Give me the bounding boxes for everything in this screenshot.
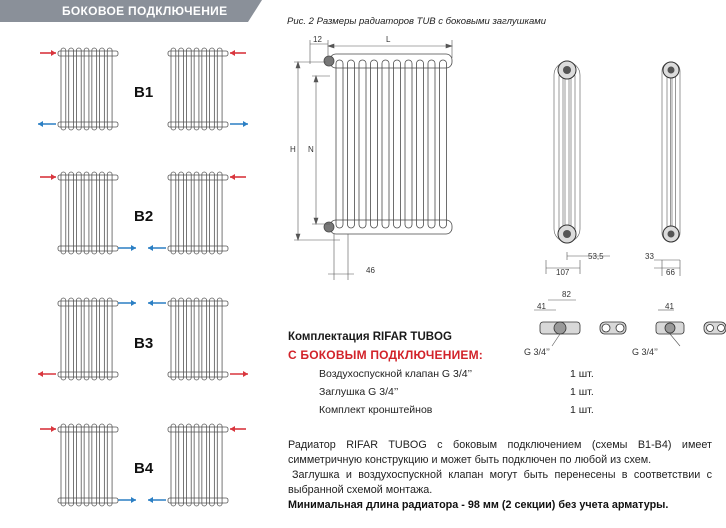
kit-item-name: Комплект кронштейнов	[319, 404, 433, 416]
arrowhead-icon	[230, 174, 235, 180]
radiator-tube	[348, 60, 355, 228]
section-title: БОКОВОЕ ПОДКЛЮЧЕНИЕ	[62, 4, 228, 18]
radiator-icon	[168, 48, 228, 130]
dim-l: L	[386, 35, 391, 44]
figure-caption: Рис. 2 Размеры радиаторов TUB с боковыми заглушками	[287, 16, 547, 27]
arrowhead-icon	[243, 371, 248, 377]
radiator-icon	[168, 172, 228, 254]
description-note: Минимальная длина радиатора - 98 мм (2 секции) без учета арматуры.	[288, 499, 669, 511]
dimension-drawing	[270, 24, 726, 324]
arrowhead-icon	[38, 371, 43, 377]
radiator-tube	[371, 60, 378, 228]
dim-33: 33	[645, 252, 654, 261]
arrowhead-icon	[51, 426, 56, 432]
radiator-icon	[168, 424, 228, 506]
radiator-icon	[58, 172, 118, 254]
scheme-label-b3: B3	[134, 335, 154, 352]
kit-item-qty: 1 шт.	[570, 368, 594, 380]
dim-41-right: 41	[665, 302, 674, 311]
radiator-icon	[168, 298, 228, 380]
kit-item-name: Заглушка G 3/4’’	[319, 386, 399, 398]
dim-n: N	[308, 145, 314, 154]
thread-label-left: G 3/4’’	[524, 347, 550, 357]
kit-item-qty: 1 шт.	[570, 404, 594, 416]
radiator-tube	[417, 60, 424, 228]
connection-schemes	[0, 0, 270, 528]
arrowhead-icon	[131, 497, 136, 503]
kit-item-name: Воздухоспускной клапан G 3/4’’	[319, 368, 473, 380]
scheme-label-b1: B1	[134, 84, 154, 101]
radiator-tube	[440, 60, 447, 228]
dim-h: H	[290, 145, 296, 154]
description-paragraph: Заглушка и воздухоспускной клапан могут быть перенесены в соответствии с выбранной схемой монтажа.	[288, 469, 712, 496]
arrowhead-icon	[38, 121, 43, 127]
arrowhead-icon	[148, 300, 153, 306]
arrowhead-icon	[51, 50, 56, 56]
scheme-label-b4: B4	[134, 460, 154, 477]
thread-label-right: G 3/4’’	[632, 347, 658, 357]
radiator-icon	[58, 298, 118, 380]
radiator-tube	[394, 60, 401, 228]
arrowhead-icon	[51, 174, 56, 180]
radiator-tube	[405, 60, 412, 228]
kit-subtitle: С БОКОВЫМ ПОДКЛЮЧЕНИЕМ:	[288, 348, 483, 362]
radiator-tube	[359, 60, 366, 228]
radiator-icon	[58, 48, 118, 130]
dim-53-5: 53,5	[588, 252, 604, 261]
arrowhead-icon	[131, 245, 136, 251]
arrowhead-icon	[148, 497, 153, 503]
dim-107: 107	[556, 268, 570, 277]
arrowhead-icon	[131, 300, 136, 306]
radiator-tube	[336, 60, 343, 228]
kit-item-qty: 1 шт.	[570, 386, 594, 398]
kit-title: Комплектация RIFAR TUBOG	[288, 331, 452, 343]
dim-82: 82	[562, 290, 571, 299]
dim-66: 66	[666, 268, 675, 277]
radiator-icon	[58, 424, 118, 506]
description	[288, 438, 712, 513]
arrowhead-icon	[243, 121, 248, 127]
dim-46: 46	[366, 266, 375, 275]
dim-41-left: 41	[537, 302, 546, 311]
arrowhead-icon	[230, 50, 235, 56]
radiator-tube	[428, 60, 435, 228]
description-paragraph: Радиатор RIFAR TUBOG с боковым подключением (схемы В1-В4) имеет симметричную конструкцию и может быть подключен по любой из схем.	[288, 439, 712, 466]
arrowhead-icon	[230, 426, 235, 432]
arrowhead-icon	[148, 245, 153, 251]
fittings-drawing	[530, 310, 726, 360]
dim-12: 12	[313, 35, 322, 44]
scheme-label-b2: B2	[134, 208, 154, 225]
radiator-tube	[382, 60, 389, 228]
